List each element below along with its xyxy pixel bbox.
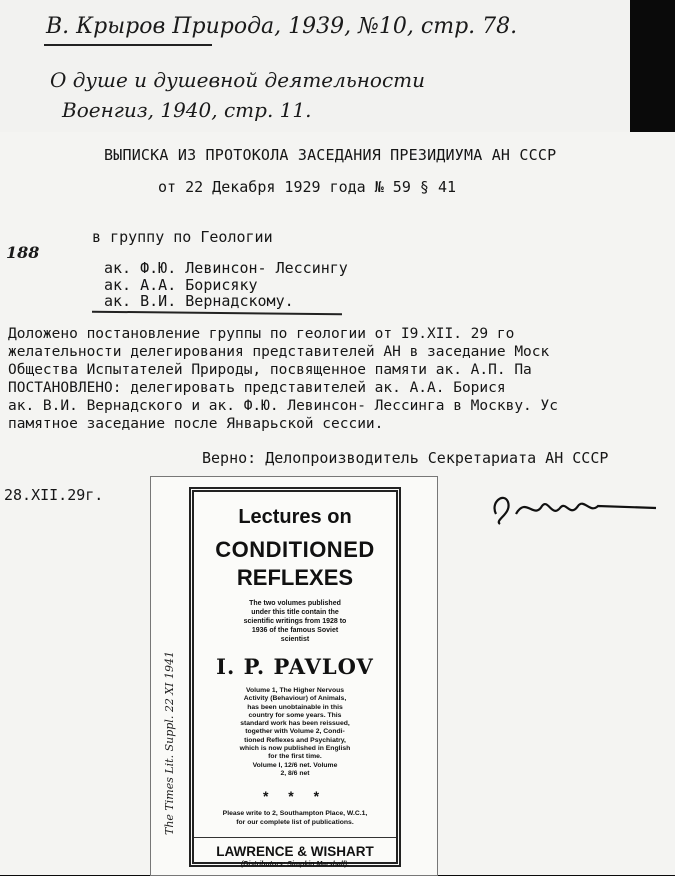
clip-intro [194, 599, 396, 644]
clip-intro-line: scientist [280, 636, 310, 643]
recipient-1: ак. Ф.Ю. Левинсон- Лессингу [104, 259, 348, 277]
recipient-3: ак. В.И. Вернадскому. [104, 292, 294, 310]
clip-desc-line: has been unobtainable in this [247, 703, 343, 711]
clip-desc-line: country for some years. This [248, 711, 342, 719]
clip-desc-line: 2, 8/6 net [280, 769, 310, 777]
clip-desc-line: for the first time. [268, 753, 322, 761]
clip-stars: * * * [262, 788, 328, 805]
clip-write-line: for our complete list of publications. [236, 818, 354, 826]
margin-number: 188 [6, 243, 40, 262]
body-line-3: Общества Испытателей Природы, посвященное памяти ак. А.П. Па [8, 362, 532, 378]
clip-side-note-text: The Times Lit. Suppl. 22 XI 1941 [163, 651, 176, 835]
certification-line: Верно: Делопроизводитель Секретариата АН СССР [202, 449, 609, 467]
clip-write-line: Please write to 2, Southampton Place, W.C.1, [222, 810, 368, 818]
clip-write [194, 810, 396, 827]
clip-desc-line: Volume I, 12/6 net. Volume [252, 761, 338, 769]
advertisement-frame [189, 487, 401, 867]
body-line-6: памятное заседание после Январьской сессии. [8, 416, 384, 432]
clip-publisher: LAWRENCE & WISHART [194, 837, 396, 859]
body-line-2: желательности делегирования представителей АН в заседание Моск [8, 344, 550, 360]
address-intro: в группу по Геологии [92, 228, 273, 246]
signature [486, 484, 666, 534]
clip-heading-3: REFLEXES [236, 565, 354, 590]
handwritten-underline [44, 44, 212, 46]
handwritten-line-2: О душе и душевной деятельности [50, 68, 425, 92]
clip-side-note [163, 515, 175, 835]
clip-description [194, 687, 396, 778]
clip-desc-line: Volume 1, The Higher Nervous [245, 687, 345, 694]
clip-intro-line: scientific writings from 1928 to [243, 618, 347, 625]
body-line-4: ПОСТАНОВЛЕНО: делегировать представителей ак. А.А. Борися [8, 380, 506, 396]
clip-distributors: (Distributors: Simpkin Marshall). [240, 861, 350, 869]
clip-intro-line: The two volumes published [249, 600, 341, 607]
clip-desc-line: standard work has been reissued, [240, 720, 350, 728]
recipient-2: ак. А.А. Борисяку [104, 276, 258, 294]
clip-desc-line: which is now published in English [239, 745, 351, 753]
clip-intro-line: 1936 of the famous Soviet [251, 627, 339, 634]
clip-author: I. P. PAVLOV [216, 654, 374, 679]
clip-desc-line: tioned Reflexes and Psychiatry, [244, 736, 346, 744]
body-line-5: ак. В.И. Вернадского и ак. Ф.Ю. Левинсон- Лессинга в Москву. Ус [8, 398, 558, 414]
handwritten-line-3: Военгиз, 1940, стр. 11. [62, 98, 312, 122]
document-title: ВЫПИСКА ИЗ ПРОТОКОЛА ЗАСЕДАНИЯ ПРЕЗИДИУМА АН СССР [104, 146, 557, 164]
document-subtitle: от 22 Декабря 1929 года № 59 § 41 [158, 178, 457, 196]
document-date: 28.XII.29г. [4, 486, 104, 504]
handwritten-card [0, 0, 630, 150]
handwritten-line-1: В. Крыров Природа, 1939, №10, стр. 78. [46, 14, 518, 39]
newspaper-clipping [150, 476, 438, 876]
clip-desc-line: together with Volume 2, Condi- [245, 728, 345, 736]
clip-heading-2: CONDITIONED [215, 537, 375, 562]
clip-intro-line: under this title contain the [251, 609, 339, 616]
body-line-1: Доложено постановление группы по геологии от I9.XII. 29 го [8, 326, 515, 342]
clip-heading-1: Lectures on [238, 506, 352, 528]
clip-desc-line: Activity (Behaviour) of Animals, [243, 695, 347, 703]
